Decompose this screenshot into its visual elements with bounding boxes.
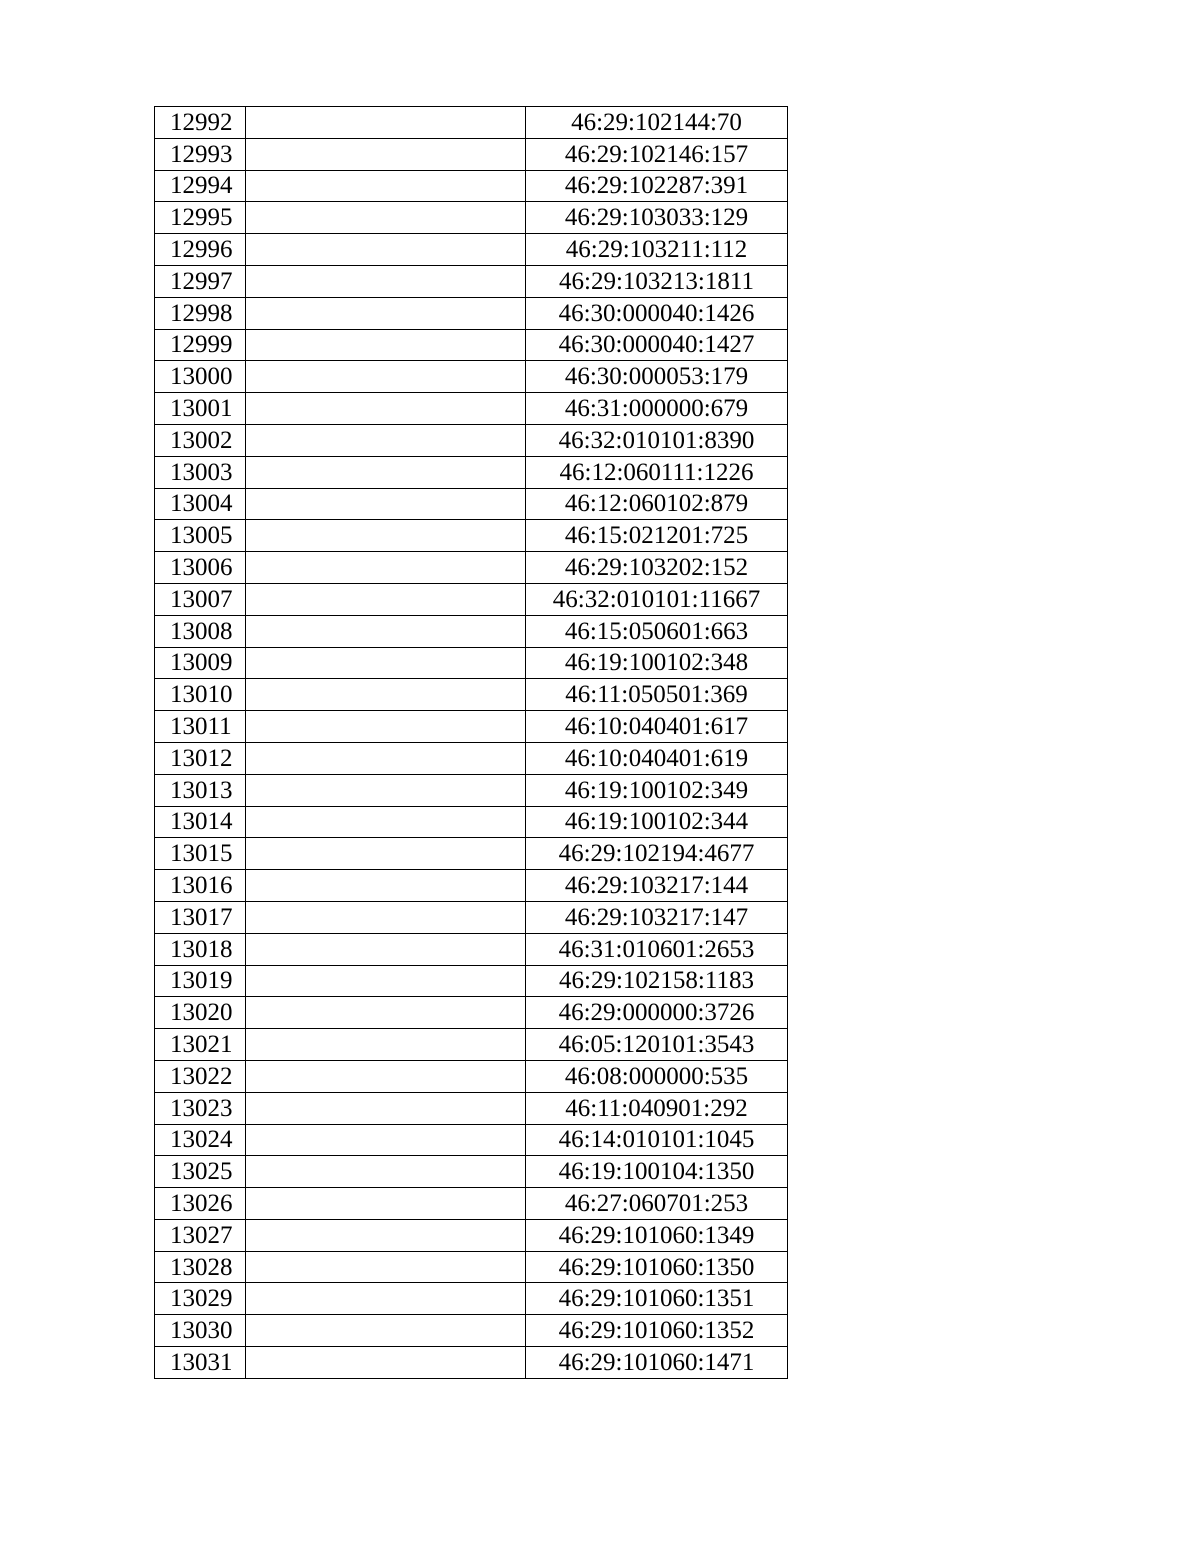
table-row (155, 901, 788, 933)
empty-cell (246, 1060, 526, 1092)
row-number-cell: 13010 (155, 679, 246, 711)
cadastral-number-cell: 46:29:102194:4677 (526, 838, 788, 870)
row-number-cell: 13002 (155, 424, 246, 456)
cadastral-number-cell: 46:15:050601:663 (526, 615, 788, 647)
cadastral-number-cell: 46:29:102287:391 (526, 170, 788, 202)
row-number-cell: 12993 (155, 138, 246, 170)
row-number-cell: 12992 (155, 107, 246, 139)
table-row (155, 265, 788, 297)
row-number-cell: 13012 (155, 742, 246, 774)
empty-cell (246, 997, 526, 1029)
row-number-cell: 13024 (155, 1124, 246, 1156)
cadastral-number-cell: 46:31:010601:2653 (526, 933, 788, 965)
row-number-cell: 13019 (155, 965, 246, 997)
row-number-cell: 13018 (155, 933, 246, 965)
table-row (155, 456, 788, 488)
cadastral-number-table (154, 106, 788, 1379)
table-row (155, 1124, 788, 1156)
cadastral-number-cell: 46:31:000000:679 (526, 393, 788, 425)
empty-cell (246, 647, 526, 679)
row-number-cell: 13003 (155, 456, 246, 488)
row-number-cell: 13027 (155, 1219, 246, 1251)
row-number-cell: 13028 (155, 1251, 246, 1283)
row-number-cell: 13020 (155, 997, 246, 1029)
cadastral-number-cell: 46:29:102144:70 (526, 107, 788, 139)
row-number-cell: 13000 (155, 361, 246, 393)
empty-cell (246, 1092, 526, 1124)
cadastral-number-cell: 46:10:040401:619 (526, 742, 788, 774)
row-number-cell: 13023 (155, 1092, 246, 1124)
empty-cell (246, 138, 526, 170)
table-row (155, 552, 788, 584)
row-number-cell: 12995 (155, 202, 246, 234)
table-row (155, 997, 788, 1029)
table-row (155, 329, 788, 361)
table-row (155, 297, 788, 329)
empty-cell (246, 1029, 526, 1061)
cadastral-number-cell: 46:10:040401:617 (526, 711, 788, 743)
table-row (155, 615, 788, 647)
table-row (155, 1251, 788, 1283)
row-number-cell: 13026 (155, 1188, 246, 1220)
cadastral-number-cell: 46:27:060701:253 (526, 1188, 788, 1220)
row-number-cell: 12999 (155, 329, 246, 361)
cadastral-number-cell: 46:05:120101:3543 (526, 1029, 788, 1061)
empty-cell (246, 870, 526, 902)
cadastral-number-cell: 46:19:100104:1350 (526, 1156, 788, 1188)
empty-cell (246, 742, 526, 774)
row-number-cell: 13031 (155, 1347, 246, 1379)
cadastral-number-cell: 46:11:040901:292 (526, 1092, 788, 1124)
row-number-cell: 13030 (155, 1315, 246, 1347)
cadastral-number-cell: 46:30:000053:179 (526, 361, 788, 393)
cadastral-number-cell: 46:29:103213:1811 (526, 265, 788, 297)
table-row (155, 933, 788, 965)
table-body (155, 107, 788, 1379)
cadastral-number-cell: 46:29:103217:147 (526, 901, 788, 933)
empty-cell (246, 615, 526, 647)
table-row (155, 1347, 788, 1379)
row-number-cell: 13029 (155, 1283, 246, 1315)
empty-cell (246, 1124, 526, 1156)
table-row (155, 170, 788, 202)
cadastral-number-cell: 46:15:021201:725 (526, 520, 788, 552)
cadastral-number-cell: 46:29:102146:157 (526, 138, 788, 170)
row-number-cell: 13011 (155, 711, 246, 743)
empty-cell (246, 901, 526, 933)
table-row (155, 393, 788, 425)
table-row (155, 711, 788, 743)
cadastral-number-cell: 46:19:100102:344 (526, 806, 788, 838)
cadastral-number-cell: 46:29:103211:112 (526, 234, 788, 266)
row-number-cell: 13006 (155, 552, 246, 584)
empty-cell (246, 1283, 526, 1315)
empty-cell (246, 552, 526, 584)
table-row (155, 1060, 788, 1092)
empty-cell (246, 933, 526, 965)
empty-cell (246, 1347, 526, 1379)
row-number-cell: 13016 (155, 870, 246, 902)
cadastral-number-cell: 46:29:101060:1349 (526, 1219, 788, 1251)
cadastral-number-cell: 46:12:060102:879 (526, 488, 788, 520)
table-row (155, 647, 788, 679)
table-row (155, 1283, 788, 1315)
empty-cell (246, 520, 526, 552)
row-number-cell: 13025 (155, 1156, 246, 1188)
table-row (155, 1156, 788, 1188)
row-number-cell: 13007 (155, 583, 246, 615)
cadastral-number-cell: 46:29:000000:3726 (526, 997, 788, 1029)
cadastral-number-cell: 46:29:102158:1183 (526, 965, 788, 997)
cadastral-number-cell: 46:19:100102:348 (526, 647, 788, 679)
cadastral-number-cell: 46:30:000040:1426 (526, 297, 788, 329)
empty-cell (246, 234, 526, 266)
cadastral-number-cell: 46:29:103202:152 (526, 552, 788, 584)
row-number-cell: 13001 (155, 393, 246, 425)
empty-cell (246, 774, 526, 806)
cadastral-number-cell: 46:12:060111:1226 (526, 456, 788, 488)
table-row (155, 965, 788, 997)
cadastral-number-cell: 46:29:103217:144 (526, 870, 788, 902)
row-number-cell: 13004 (155, 488, 246, 520)
empty-cell (246, 838, 526, 870)
empty-cell (246, 265, 526, 297)
table-row (155, 361, 788, 393)
cadastral-number-cell: 46:32:010101:8390 (526, 424, 788, 456)
table-row (155, 520, 788, 552)
cadastral-number-cell: 46:29:101060:1351 (526, 1283, 788, 1315)
empty-cell (246, 1188, 526, 1220)
empty-cell (246, 424, 526, 456)
row-number-cell: 13008 (155, 615, 246, 647)
empty-cell (246, 1315, 526, 1347)
table-row (155, 138, 788, 170)
empty-cell (246, 488, 526, 520)
empty-cell (246, 583, 526, 615)
cadastral-number-cell: 46:08:000000:535 (526, 1060, 788, 1092)
table-row (155, 742, 788, 774)
cadastral-number-cell: 46:29:103033:129 (526, 202, 788, 234)
cadastral-number-cell: 46:11:050501:369 (526, 679, 788, 711)
row-number-cell: 13017 (155, 901, 246, 933)
cadastral-number-cell: 46:30:000040:1427 (526, 329, 788, 361)
table-row (155, 424, 788, 456)
cadastral-number-cell: 46:29:101060:1352 (526, 1315, 788, 1347)
table-row (155, 806, 788, 838)
empty-cell (246, 297, 526, 329)
table-row (155, 1219, 788, 1251)
table-row (155, 838, 788, 870)
row-number-cell: 12994 (155, 170, 246, 202)
table-row (155, 1092, 788, 1124)
table-row (155, 234, 788, 266)
cadastral-number-cell: 46:14:010101:1045 (526, 1124, 788, 1156)
empty-cell (246, 170, 526, 202)
empty-cell (246, 806, 526, 838)
table-row (155, 679, 788, 711)
empty-cell (246, 456, 526, 488)
empty-cell (246, 329, 526, 361)
empty-cell (246, 1251, 526, 1283)
row-number-cell: 12996 (155, 234, 246, 266)
table-row (155, 774, 788, 806)
empty-cell (246, 679, 526, 711)
table-row (155, 1188, 788, 1220)
row-number-cell: 12998 (155, 297, 246, 329)
row-number-cell: 13014 (155, 806, 246, 838)
empty-cell (246, 711, 526, 743)
empty-cell (246, 965, 526, 997)
empty-cell (246, 107, 526, 139)
empty-cell (246, 393, 526, 425)
row-number-cell: 13022 (155, 1060, 246, 1092)
table-row (155, 583, 788, 615)
empty-cell (246, 361, 526, 393)
table-row (155, 488, 788, 520)
row-number-cell: 13005 (155, 520, 246, 552)
table-row (155, 1315, 788, 1347)
table-row (155, 870, 788, 902)
row-number-cell: 13021 (155, 1029, 246, 1061)
empty-cell (246, 1219, 526, 1251)
row-number-cell: 12997 (155, 265, 246, 297)
row-number-cell: 13013 (155, 774, 246, 806)
row-number-cell: 13009 (155, 647, 246, 679)
row-number-cell: 13015 (155, 838, 246, 870)
cadastral-number-cell: 46:32:010101:11667 (526, 583, 788, 615)
cadastral-number-cell: 46:19:100102:349 (526, 774, 788, 806)
table-row (155, 1029, 788, 1061)
cadastral-number-cell: 46:29:101060:1471 (526, 1347, 788, 1379)
cadastral-number-cell: 46:29:101060:1350 (526, 1251, 788, 1283)
empty-cell (246, 202, 526, 234)
empty-cell (246, 1156, 526, 1188)
table-row (155, 202, 788, 234)
table-row (155, 107, 788, 139)
